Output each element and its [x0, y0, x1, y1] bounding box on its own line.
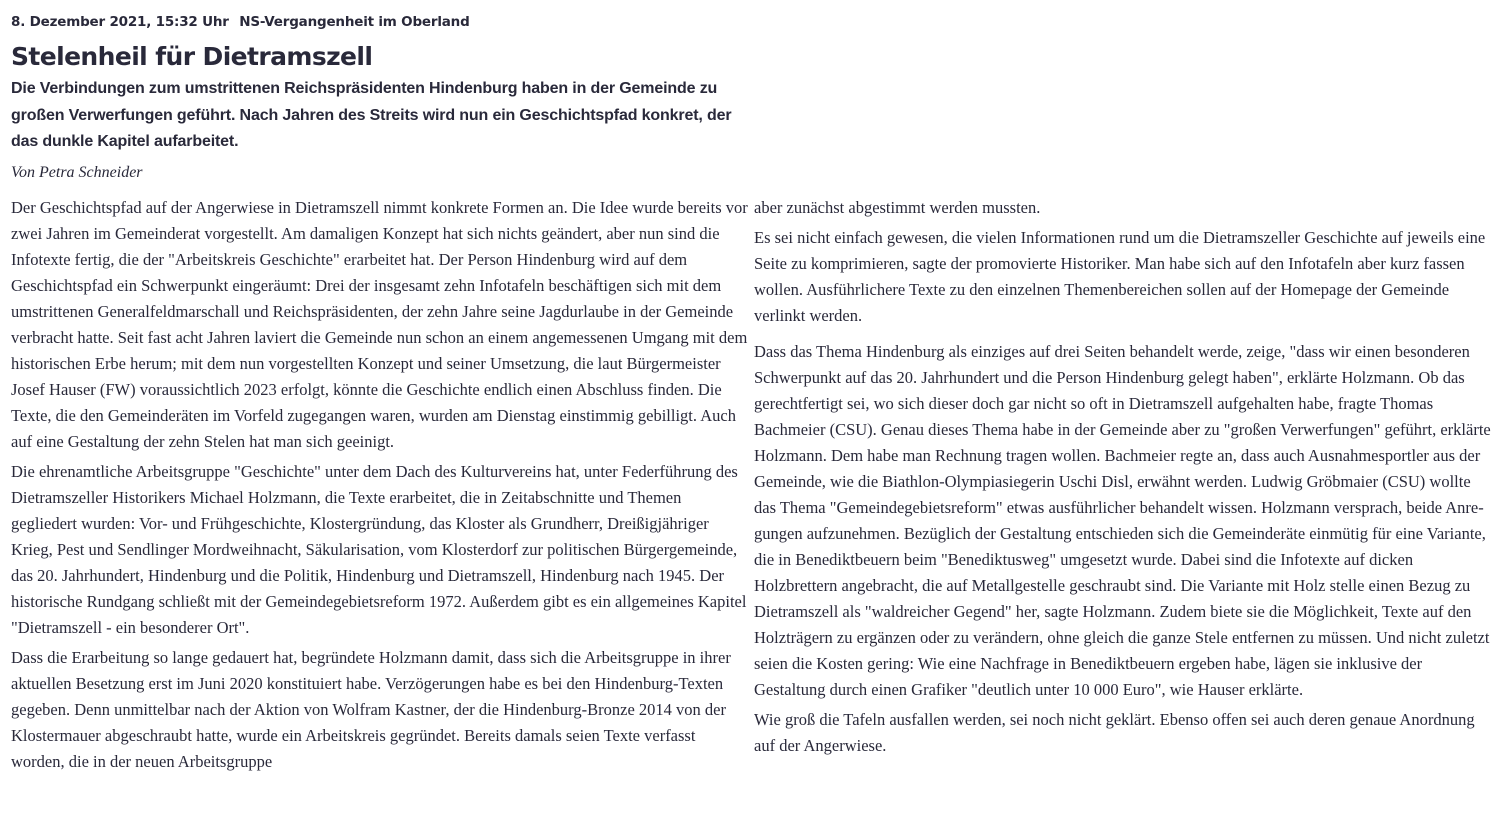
article-body-left-column — [11, 195, 751, 779]
article-header — [11, 0, 751, 184]
article-kicker: NS-Vergangenheit im Oberland — [239, 14, 470, 30]
body-paragraph: Der Geschichtspfad auf der Angerwiese in Dietramszell nimmt konkrete Formen an. Die Idee wurde bereits vor zwei Jahren im Gemeinderat vorgestellt. Am damaligen Konzept hat sich nichts geändert, aber nun sind die Infotexte fertig, die der "Arbeitskreis Geschichte" erarbeitet hat. Der Person Hindenburg wird auf dem Geschichtspfad ein Schwerpunkt eingeräumt: Drei der insgesamt zehn Infotafeln beschäftigen sich mit dem umstrittenen Generalfeldmarschall und Reichspräsidenten, der zehn Jahre seine Jagdurlaube in der Gemeinde verbracht hatte. Seit fast acht Jahren laviert die Gemeinde nun schon an einem angemessenen Umgang mit dem historischen Erbe herum; mit dem nun vorgestellten Konzept und seiner Umsetzung, die laut Bürgermeister Josef Hauser (FW) voraussichtlich 2023 erfolgt, könnte die Geschichte endlich einen Abschluss finden. Die Texte, die den Gemeinderäten im Vorfeld zugegangen waren, wurden am Dienstag einstimmig gebilligt. Auch auf eine Gestaltung der zehn Stelen hat man sich geeinigt. — [11, 198, 748, 451]
body-paragraph: Wie groß die Tafeln ausfallen werden, sei noch nicht geklärt. Ebenso offen sei auch deren genaue Anordnung auf der Angerwiese. — [754, 710, 1475, 755]
body-paragraph: Es sei nicht einfach gewesen, die vielen Informationen rund um die Dietramszeller Geschichte auf jeweils eine Seite zu komprimieren, sagte der promovierte Historiker. Man habe sich auf den Infotafeln aber kurz fassen wollen. Ausführlichere Texte zu den einzelnen Themenbereichen sollen auf der Homepage der Gemeinde verlinkt werden. — [754, 228, 1486, 325]
article-body-right-column — [754, 195, 1494, 763]
article-author: Von Petra Schneider — [11, 163, 143, 181]
body-paragraph: Dass das Thema Hindenburg als einziges auf drei Seiten behandelt werde, zeige, "dass wir einen besonderen Schwerpunkt auf das 20. Jahrhundert und die Person Hindenburg gelegt haben", erklärte Holzmann. Ob das gerechtfertigt sei, wo sich dieser doch gar nicht so oft in Dietramszell aufgehalten habe, fragte Thomas Bachmeier (CSU). Genau dieses Thema habe in der Gemeinde aber zu "großen Verwerfungen" geführt, erklärte Holzmann. Dem habe man Rechnung tragen wollen. Bachmeier regte an, dass auch Ausnahmesportler aus der Gemeinde, wie die Biathlon-Olympiasiegerin Uschi Disl, erwähnt werden. Ludwig Gröbmaier (CSU) wollte das Thema "Gemeindegebietsreform" etwas ausführlicher behandelt wissen. Holzmann versprach, beide Anregungen aufzunehmen. Bezüglich der Gestaltung entschieden sich die Gemeinderäte einmütig für eine Variante, die in Benediktbeuern beim "Benediktusweg" umgesetzt wurde. Dabei sind die Infotexte auf dicken Holzbrettern angebracht, die auf Metallgestelle geschraubt sind. Die Variante mit Holz stelle einen Bezug zu Dietramszell als "waldreicher Gegend" her, sagte Holzmann. Zudem biete sie die Möglichkeit, Texte auf den Holzträgern zu ergänzen oder zu verändern, ohne gleich die ganze Stele entfernen zu müssen. Und nicht zuletzt seien die Kosten gering: Wie eine Nachfrage in Benediktbeuern ergeben habe, lägen sie inklusive der Gestaltung durch einen Grafiker "deutlich unter 10 000 Euro", wie Hauser erklärte. — [754, 342, 1491, 699]
body-paragraph: Die ehrenamtliche Arbeitsgruppe "Geschichte" unter dem Dach des Kulturvereins hat, unter Federführung des Dietramszeller Historikers Michael Holzmann, die Texte erarbeitet, die in Zeitabschnitte und Themen gegliedert wurden: Vor- und Frühgeschichte, Klostergründung, das Kloster als Grundherr, Dreißigjähriger Krieg, Pest und Sendlinger Mordweihnacht, Säkularisation, vom Klosterdorf zur politischen Bürgergemeinde, das 20. Jahrhundert, Hindenburg und die Politik, Hindenburg und Dietramszell, Hindenburg nach 1945. Der historische Rundgang schließt mit der Gemeindegebietsreform 1972. Außerdem gibt es ein allgemeines Kapitel "Dietramszell - ein besonderer Ort". — [11, 462, 747, 637]
body-paragraph: Dass die Erarbeitung so lange gedauert hat, begründete Holzmann damit, dass sich die Arbeitsgruppe in ihrer aktuellen Besetzung erst im Juni 2020 konstituiert habe. Verzögerungen habe es bei den Hindenburg-Texten gegeben. Denn unmittelbar nach der Aktion von Wolfram Kastner, der die Hindenburg-Bronze 2014 von der Klostermauer abgeschraubt hatte, wurde ein Arbeitskreis gegründet. Bereits damals seien Texte verfasst worden, die in der neuen Arbeitsgruppe — [11, 648, 731, 771]
article-title: Stelenheil für Dietramszell — [11, 42, 373, 71]
article-teaser: Die Verbindungen zum umstrittenen Reichspräsidenten Hindenburg haben in der Gemeinde zu großen Verwerfungen geführt. Nach Jahren des Streits wird nun ein Geschichtspfad konkret, der das dunkle Kapitel aufarbeitet. — [11, 80, 732, 150]
body-paragraph: aber zunächst abgestimmt werden mussten. — [754, 198, 1041, 217]
publish-date: 8. Dezember 2021, 15:32 Uhr — [11, 14, 229, 30]
article-meta — [11, 14, 751, 30]
